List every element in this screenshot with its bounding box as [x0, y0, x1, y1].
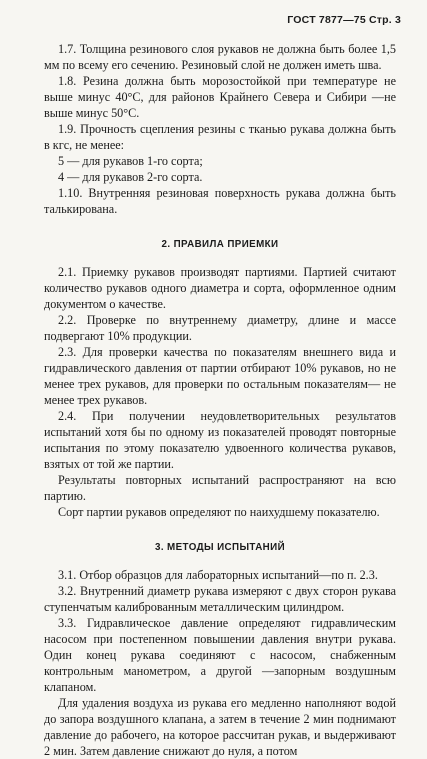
paragraph: 3.3. Гидравлическое давление определяют гидравлическим насосом при постепенном повышении давления внутри рукава. Один конец рукава соединяют с насосом, снабженным контрольным манометром, а другой —запорным воздушным клапаном.: [44, 616, 396, 694]
paragraph: 3.1. Отбор образцов для лабораторных испытаний—по п. 2.3.: [58, 568, 378, 582]
paragraph: 2.4. При получении неудовлетворительных результатов испытаний хотя бы по одному из показателей проводят повторные испытания по этому показателю удвоенного количества рукавов, взятых от той же партии.: [44, 409, 396, 471]
list-item: 4 — для рукавов 2-го сорта.: [58, 170, 203, 184]
paragraph: 3.2. Внутренний диаметр рукава измеряют с двух сторон рукава ступенчатым калиброванным металлическим цилиндром.: [44, 584, 396, 614]
paragraph: 2.2. Проверке по внутреннему диаметру, длине и массе подвергают 10% продукции.: [44, 313, 396, 343]
paragraph: Результаты повторных испытаний распространяют на всю партию.: [44, 473, 396, 503]
section-heading: 3. МЕТОДЫ ИСПЫТАНИЙ: [154, 542, 286, 553]
paragraph: 1.7. Толщина резинового слоя рукавов не должна быть более 1,5 мм по всему его сечению. Резиновый слой не должен иметь шва.: [44, 42, 396, 72]
paragraph: 2.3. Для проверки качества по показателям внешнего вида и гидравлического давления от партии отбирают 10% рукавов, но не менее трех рукавов, для проверки по остальным показателям— не менее трех рукавов.: [44, 345, 396, 407]
page-header: ГОСТ 7877—75 Стр. 3: [287, 14, 401, 26]
list-item: 5 — для рукавов 1-го сорта;: [58, 154, 203, 168]
body-text: [44, 41, 396, 759]
paragraph: 2.1. Приемку рукавов производят партиями. Партией считают количество рукавов одного диаметра и сорта, оформленное одним документом о качестве.: [44, 265, 396, 311]
paragraph: Для удаления воздуха из рукава его медленно наполняют водой до запора воздушного клапана, а затем в течение 2 мин поднимают давление до рабочего, на которое рассчитан рукав, и выдерживают 2 мин. Затем давление снижают до нуля, а потом: [44, 696, 396, 758]
paragraph: 1.9. Прочность сцепления резины с тканью рукава должна быть в кгс, не менее:: [44, 122, 396, 152]
paragraph: 1.10. Внутренняя резиновая поверхность рукава должна быть талькирована.: [44, 186, 396, 216]
section-heading: 2. ПРАВИЛА ПРИЕМКИ: [161, 239, 279, 250]
paragraph: 1.8. Резина должна быть морозостойкой при температуре не выше минус 40°С, для районов Крайнего Севера и Сибири —не выше минус 50°С.: [44, 74, 396, 120]
paragraph: Сорт партии рукавов определяют по наихудшему показателю.: [58, 505, 380, 519]
